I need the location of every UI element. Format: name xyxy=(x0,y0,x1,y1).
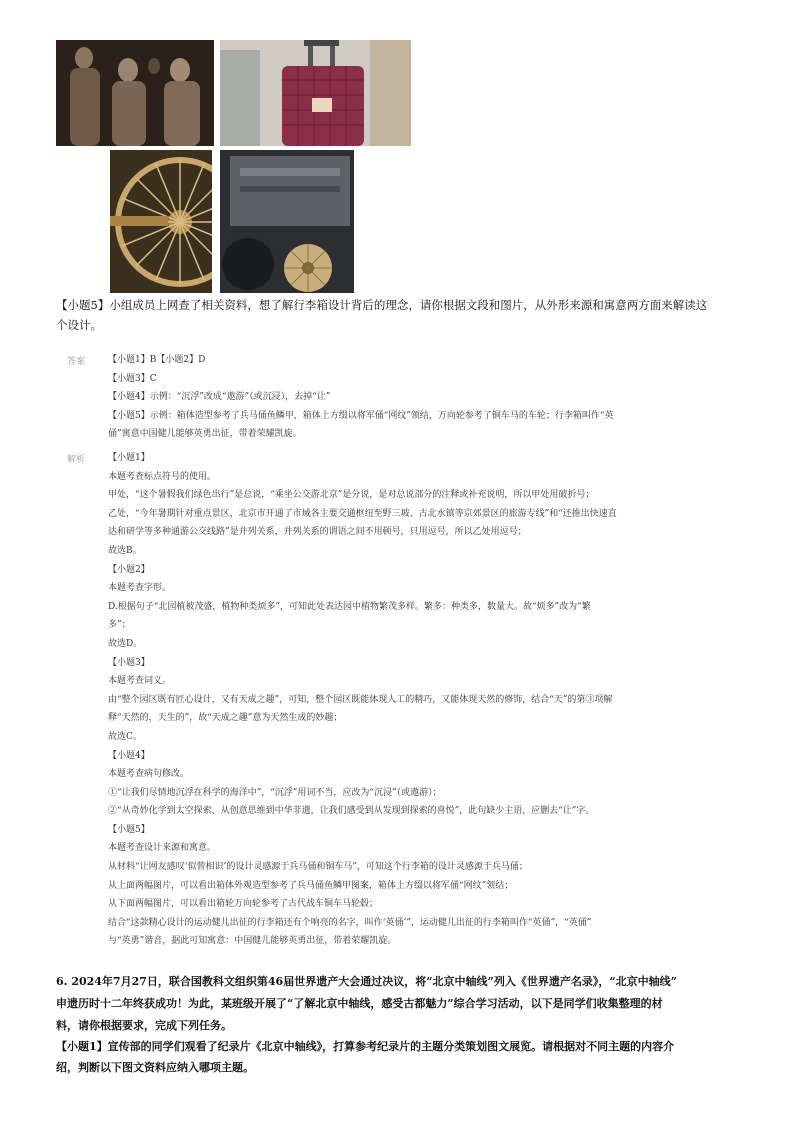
answer-line: 【小题4】示例：“沉浮”改成“遨游”（或沉浸），去掉“让” xyxy=(108,392,331,403)
analysis-line: 甲处，“这个暑假我们绿色出行”是总说，“乘坐公交游北京”是分说，是对总说部分的注释或补充说明，所以甲处用破折号； xyxy=(108,490,595,501)
question-5-line-2: 个设计。 xyxy=(56,318,102,332)
analysis-line: 达和研学等多种通游公交线路”是并列关系，并列关系的谓语之间不用顿号，只用逗号，所以乙处用逗号； xyxy=(108,527,527,538)
analysis-line: 多”； xyxy=(108,620,131,631)
answer-line: 【小题5】示例：箱体造型参考了兵马俑鱼鳞甲，箱体上方缀以将军俑“网纹”领结，万向轮参考了铜车马的车轮；行李箱叫作“英 xyxy=(108,410,614,421)
answer-block xyxy=(108,351,748,444)
answer-label: 答案 xyxy=(67,357,86,367)
bronze-chariot-wheel-photo xyxy=(110,150,212,293)
analysis-line: 结合“这款精心设计的运动健儿出征的行李箱还有个响亮的名字，叫作‘英俑’”，运动健儿出征的行李箱叫作“英俑”，“英俑” xyxy=(108,917,592,928)
analysis-line: D.根据句子“北园植被茂盛，植物种类烦多”，可知此处表达园中植物繁茂多样。繁多：种类多，数量大。故“烦多”改为“繁 xyxy=(108,601,591,612)
suitcase-wheel-closeup-photo xyxy=(220,150,354,293)
question-6-subquestion-1-line: 【小题1】宣传部的同学们观看了纪录片《北京中轴线》，打算参考纪录片的主题分类策划图文展览。请根据对不同主题的内容介 xyxy=(56,1040,675,1053)
analysis-line: ①“让我们尽情地沉浮在科学的海洋中”，“沉浮”用词不当，应改为“沉浸”（或遨游）； xyxy=(108,787,442,798)
analysis-line: ②“从奇妙化学到太空探索，从创意思维到中华非遗，让我们感受到从发现到探索的喜悦”，此句缺少主语，应删去“让”字。 xyxy=(108,806,595,817)
question-6-subquestion-1-line: 绍，判断以下图文资料应纳入哪项主题。 xyxy=(56,1061,254,1074)
question-6-line: 6. 2024年7月27日，联合国教科文组织第46届世界遗产大会通过决议，将“北京中轴线”列入《世界遗产名录》，“北京中轴线” xyxy=(56,975,678,988)
analysis-line: 本题考查标点符号的使用。 xyxy=(108,471,217,482)
answer-line: 【小题3】C xyxy=(108,373,157,384)
analysis-line: 【小题5】 xyxy=(108,824,150,835)
analysis-line: 从下面两幅图片，可以看出箱轮万向轮参考了古代战车铜车马轮毂； xyxy=(108,899,379,910)
terracotta-warriors-photo xyxy=(56,40,214,146)
analysis-line: 故选D。 xyxy=(108,638,143,649)
analysis-line: 本题考查词义。 xyxy=(108,676,172,687)
analysis-line: 从材料“让网友感叹‘似曾相识’的设计灵感源于兵马俑和铜车马”，可知这个行李箱的设计灵感源于兵马俑； xyxy=(108,862,528,873)
analysis-line: 故选B。 xyxy=(108,545,142,556)
analysis-line: 本题考查病句修改。 xyxy=(108,769,190,780)
analysis-label: 解析 xyxy=(67,455,86,465)
analysis-line: 与“英勇”谐音，据此可知寓意：中国健儿能够英勇出征，带着荣耀凯旋。 xyxy=(108,936,397,947)
question-6-line: 申遗历时十二年终获成功！为此，某班级开展了“了解北京中轴线，感受古都魅力”综合学习活动，以下是同学们收集整理的材 xyxy=(56,997,663,1010)
analysis-line: 【小题1】 xyxy=(108,453,150,463)
analysis-line: 【小题3】 xyxy=(108,657,150,668)
question-6-line: 料，请你根据要求，完成下列任务。 xyxy=(56,1019,232,1032)
analysis-line: 从上面两幅图片，可以看出箱体外观造型参考了兵马俑鱼鳞甲图案，箱体上方缀以将军俑“网纹”领结； xyxy=(108,880,514,891)
suitcase-photo xyxy=(220,40,411,146)
analysis-line: 本题考查设计来源和寓意。 xyxy=(108,843,217,854)
analysis-line: 【小题2】 xyxy=(108,564,150,575)
analysis-line: 【小题4】 xyxy=(108,750,150,761)
answer-line: 【小题1】B【小题2】D xyxy=(108,355,206,365)
analysis-line: 本题考查字形。 xyxy=(108,583,172,594)
analysis-line: 故选C。 xyxy=(108,731,142,742)
question-5-line-1: 【小题5】小组成员上网查了相关资料，想了解行李箱设计背后的理念，请你根据文段和图片，从外形来源和寓意两方面来解读这 xyxy=(56,298,708,312)
analysis-line: 由“整个园区既有匠心设计，又有天成之趣”，可知，整个园区既能体现人工的精巧，又能体现天然的修饰，结合“天”的第③项解 xyxy=(108,694,613,705)
analysis-block xyxy=(108,449,748,951)
answer-line: 俑”寓意中国健儿能够英勇出征，带着荣耀凯旋。 xyxy=(108,429,302,440)
analysis-line: 乙处，“今年暑期针对重点景区，北京市开通了市域各主要交通枢纽至野三坡、古北水镇等京郊景区的旅游专线”和“还推出快速直 xyxy=(108,508,617,519)
analysis-line: 释“天然的，天生的”，故“天成之趣”意为天然生成的妙趣； xyxy=(108,713,343,724)
